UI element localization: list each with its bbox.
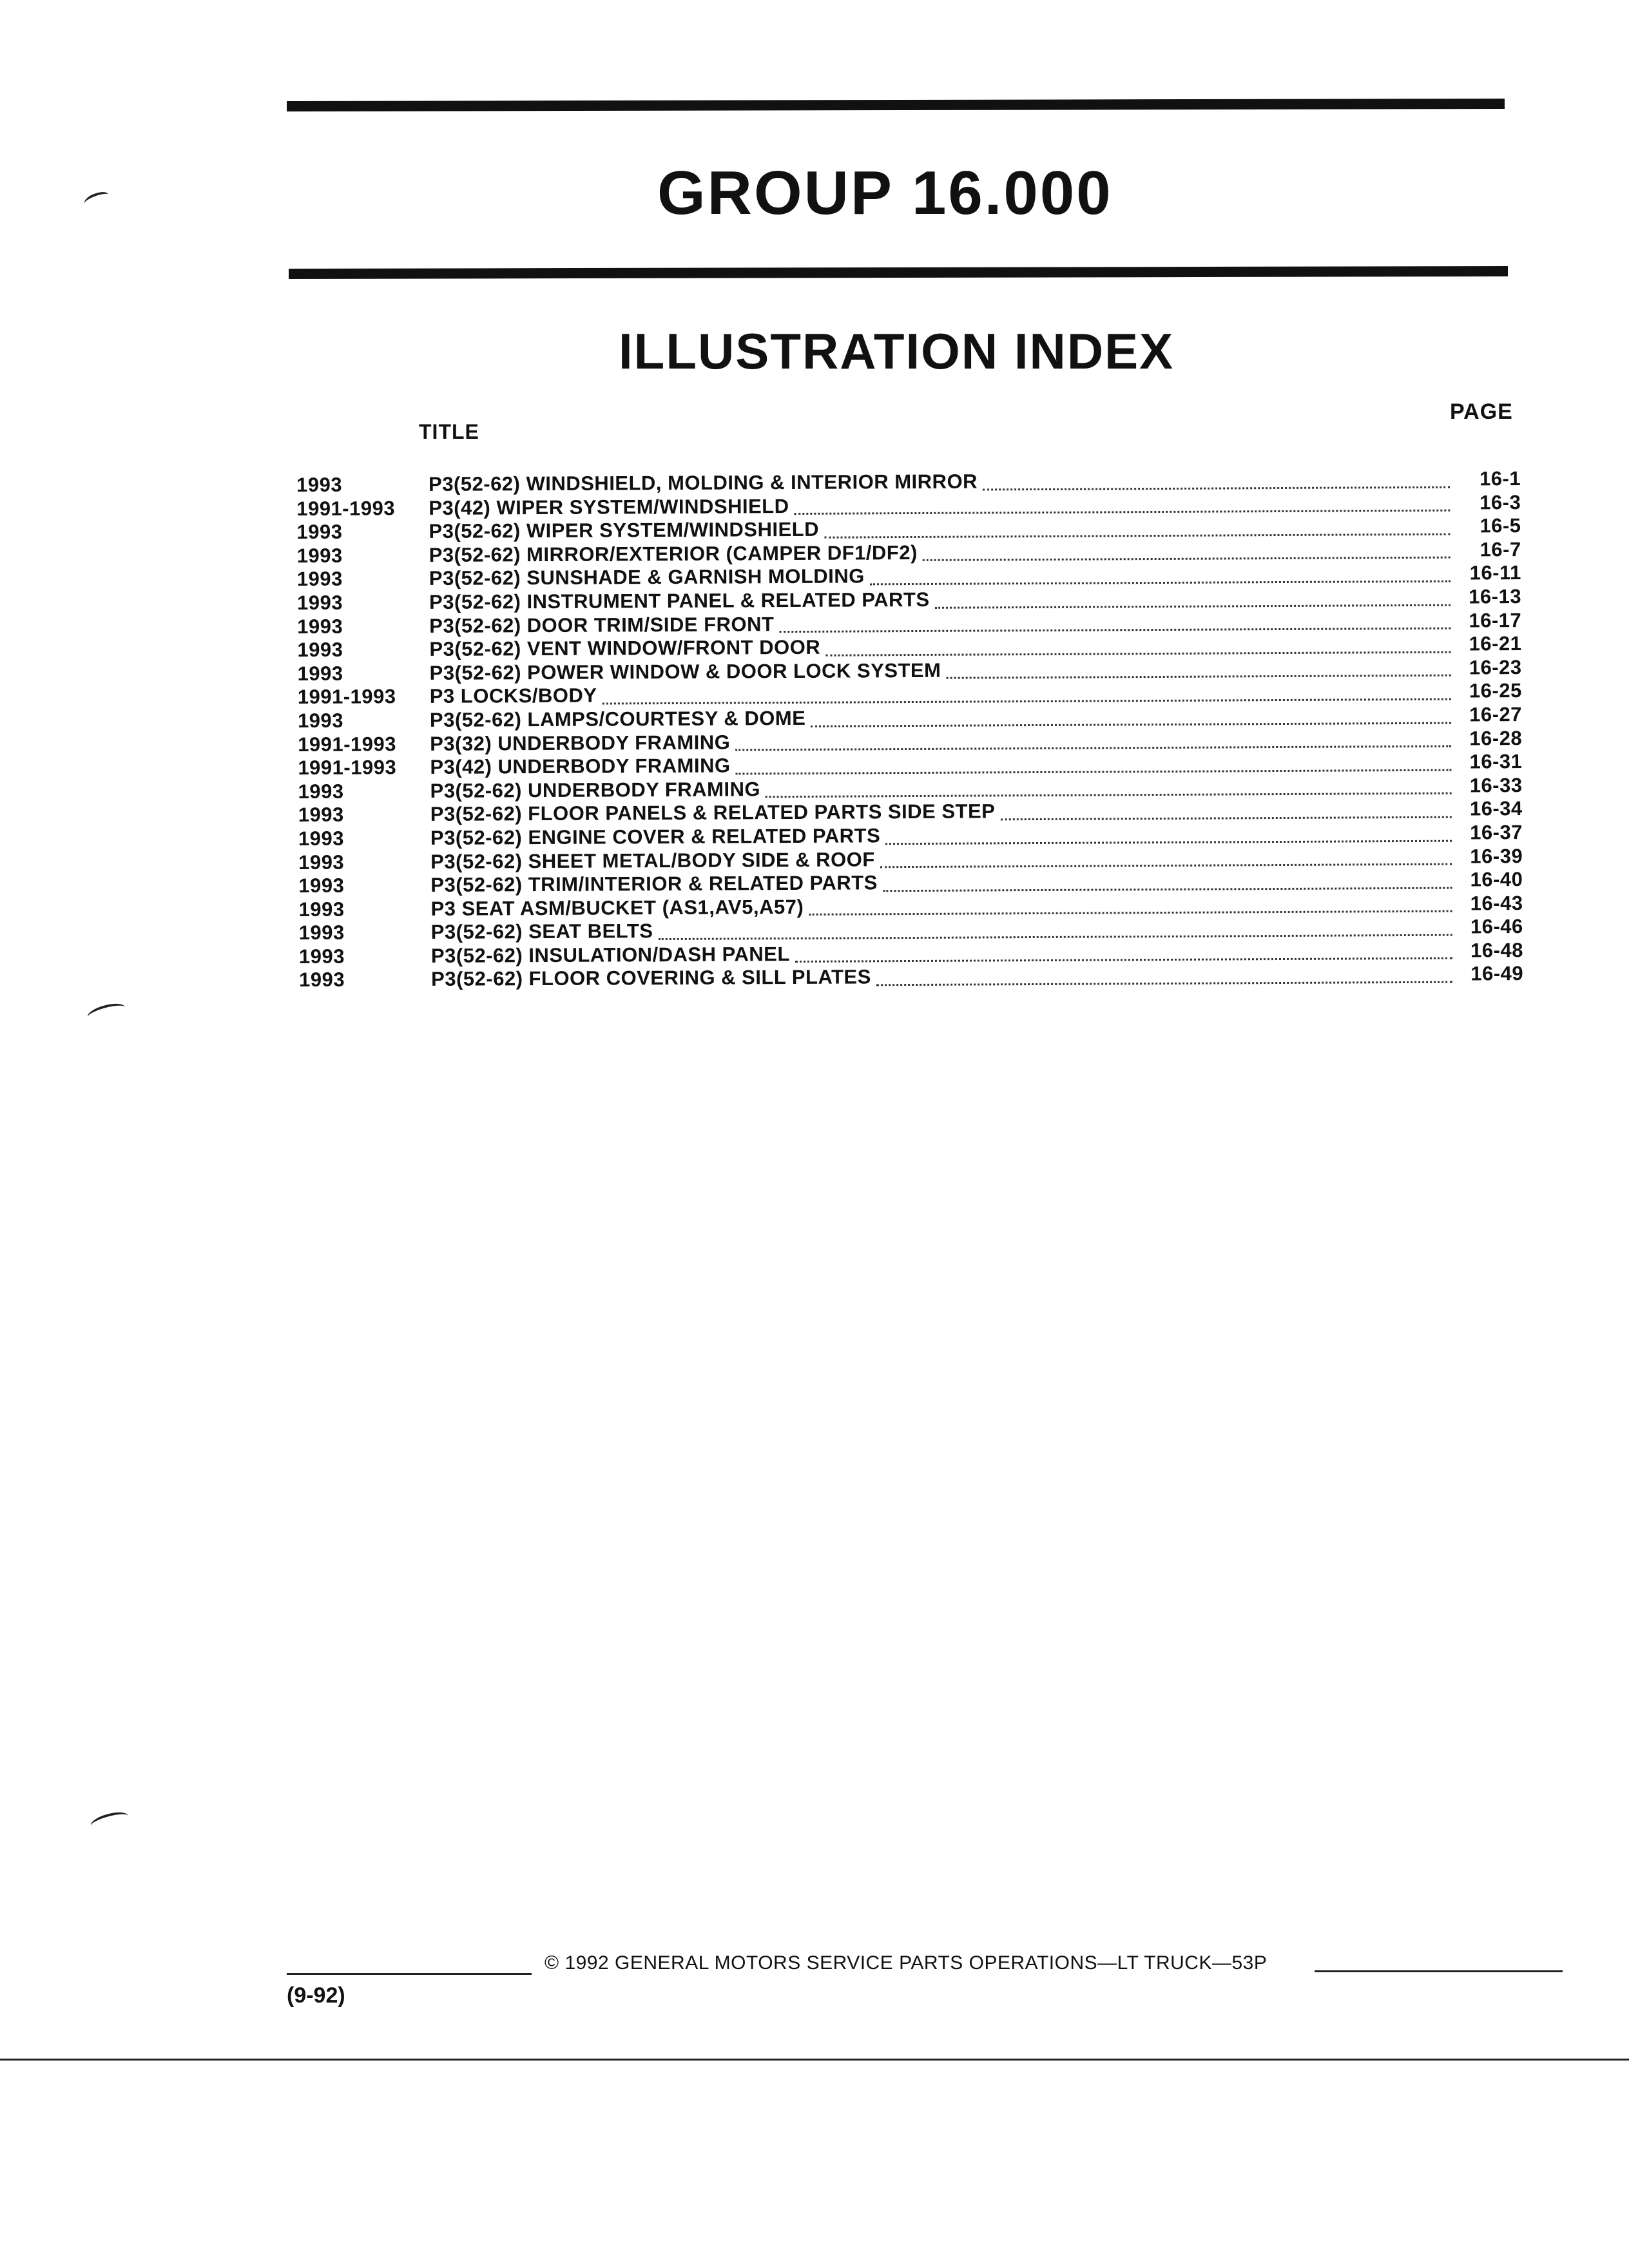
entry-title: P3(52-62) INSULATION/DASH PANEL	[430, 942, 790, 967]
dot-leader	[923, 557, 1451, 561]
dot-leader	[779, 628, 1451, 633]
entry-page: 16-31	[1469, 750, 1523, 773]
entry-title: P3(52-62) SHEET METAL/BODY SIDE & ROOF	[430, 847, 875, 873]
binder-hole-mark	[82, 189, 111, 209]
entry-title: P3 SEAT ASM/BUCKET (AS1,AV5,A57)	[430, 895, 804, 920]
entry-year: 1993	[298, 898, 345, 921]
entry-title: P3 LOCKS/BODY	[429, 684, 597, 708]
entry-year: 1991-1993	[297, 685, 396, 709]
bottom-rule	[0, 2059, 1629, 2061]
entry-page: 16-49	[1470, 962, 1524, 985]
dot-leader	[883, 887, 1452, 892]
dot-leader	[885, 840, 1452, 845]
dot-leader	[795, 957, 1452, 963]
entry-title: P3(52-62) POWER WINDOW & DOOR LOCK SYSTEM	[429, 658, 941, 684]
entry-title: P3(52-62) WIPER SYSTEM/WINDSHIELD	[429, 517, 820, 543]
entry-year: 1993	[299, 968, 345, 992]
binder-hole-mark	[86, 1001, 127, 1024]
entry-page: 16-40	[1470, 868, 1523, 891]
dot-leader	[876, 981, 1452, 986]
entry-page: 16-34	[1469, 797, 1523, 820]
entry-page: 16-7	[1480, 537, 1521, 561]
entry-title: P3(42) UNDERBODY FRAMING	[430, 754, 731, 779]
dot-leader	[825, 651, 1451, 656]
entry-year: 1993	[298, 803, 344, 827]
entry-page: 16-1	[1479, 467, 1521, 490]
footer-rule-left	[287, 1973, 532, 1975]
middle-rule	[289, 266, 1508, 279]
dot-leader	[795, 510, 1451, 515]
dot-leader	[1000, 816, 1451, 821]
entry-title: P3(52-62) TRIM/INTERIOR & RELATED PARTS	[430, 871, 878, 897]
entry-page: 16-13	[1469, 585, 1522, 608]
entry-page: 16-46	[1470, 915, 1523, 938]
entry-page: 16-33	[1469, 773, 1523, 797]
entry-title: P3(42) WIPER SYSTEM/WINDSHIELD	[429, 494, 789, 519]
dot-leader	[735, 745, 1451, 751]
entry-page: 16-17	[1469, 608, 1522, 632]
entry-title: P3(52-62) DOOR TRIM/SIDE FRONT	[429, 612, 775, 637]
dot-leader	[983, 486, 1450, 490]
revision-date: (9-92)	[287, 1983, 345, 2008]
dot-leader	[947, 675, 1451, 679]
dot-leader	[880, 863, 1452, 869]
entry-page: 16-25	[1469, 679, 1522, 702]
entry-year: 1993	[298, 874, 345, 898]
entry-year: 1993	[296, 568, 343, 591]
binder-hole-mark	[89, 1809, 130, 1833]
entry-title: P3(52-62) VENT WINDOW/FRONT DOOR	[429, 635, 821, 661]
entry-year: 1991-1993	[298, 756, 397, 780]
entry-page: 16-3	[1480, 490, 1521, 514]
entry-year: 1993	[298, 827, 345, 850]
entry-page: 16-43	[1470, 891, 1523, 915]
page-column-heading: PAGE	[1450, 399, 1513, 424]
top-rule	[287, 99, 1505, 111]
dot-leader	[809, 910, 1452, 916]
footer-rule-right	[1315, 1970, 1563, 1972]
dot-leader	[824, 533, 1450, 538]
entry-title: P3(52-62) INSTRUMENT PANEL & RELATED PARTS	[429, 588, 930, 613]
illustration-index-list	[296, 467, 1523, 992]
entry-page: 16-27	[1469, 702, 1523, 726]
entry-page: 16-37	[1470, 820, 1523, 844]
index-title: ILLUSTRATION INDEX	[619, 323, 1175, 380]
dot-leader	[736, 769, 1452, 774]
dot-leader	[870, 581, 1451, 586]
entry-page: 16-28	[1469, 726, 1523, 750]
entry-title: P3(52-62) LAMPS/COURTESY & DOME	[429, 706, 806, 731]
entry-title: P3(52-62) FLOOR COVERING & SILL PLATES	[431, 965, 871, 991]
entry-year: 1993	[296, 520, 343, 544]
entry-title: P3(52-62) MIRROR/EXTERIOR (CAMPER DF1/DF2)	[429, 541, 918, 566]
group-title: GROUP 16.000	[657, 159, 1113, 227]
copyright-notice: © 1992 GENERAL MOTORS SERVICE PARTS OPERATIONS—LT TRUCK—53P	[545, 1952, 1268, 1974]
title-column-heading: TITLE	[419, 420, 479, 443]
entry-title: P3(52-62) WINDSHIELD, MOLDING & INTERIOR MIRROR	[428, 470, 978, 495]
dot-leader	[766, 793, 1452, 798]
entry-page: 16-23	[1469, 655, 1522, 679]
entry-page: 16-48	[1470, 938, 1523, 962]
entry-page: 16-21	[1469, 632, 1522, 655]
entry-title: P3(52-62) UNDERBODY FRAMING	[430, 777, 761, 802]
entry-title: P3(52-62) FLOOR PANELS & RELATED PARTS SIDE STEP	[430, 800, 996, 826]
entry-year: 1991-1993	[296, 496, 396, 520]
entry-year: 1993	[297, 662, 343, 685]
entry-title: P3(52-62) SEAT BELTS	[430, 919, 653, 944]
entry-title: P3(52-62) SUNSHADE & GARNISH MOLDING	[429, 564, 865, 590]
entry-page: 16-5	[1480, 514, 1521, 537]
entry-year: 1993	[298, 921, 345, 945]
entry-page: 16-39	[1470, 844, 1523, 867]
dot-leader	[935, 604, 1451, 608]
entry-title: P3(32) UNDERBODY FRAMING	[430, 731, 731, 755]
entry-year: 1993	[296, 544, 343, 567]
entry-year: 1993	[297, 709, 344, 732]
entry-page: 16-11	[1469, 561, 1521, 584]
entry-year: 1993	[298, 780, 344, 803]
entry-year: 1993	[298, 945, 345, 968]
entry-year: 1993	[297, 638, 343, 662]
entry-year: 1993	[296, 473, 343, 496]
entry-year: 1993	[297, 615, 343, 638]
entry-year: 1993	[296, 591, 343, 614]
entry-year: 1993	[298, 850, 345, 874]
dot-leader	[811, 722, 1451, 727]
entry-year: 1991-1993	[298, 732, 397, 756]
entry-title: P3(52-62) ENGINE COVER & RELATED PARTS	[430, 824, 881, 849]
